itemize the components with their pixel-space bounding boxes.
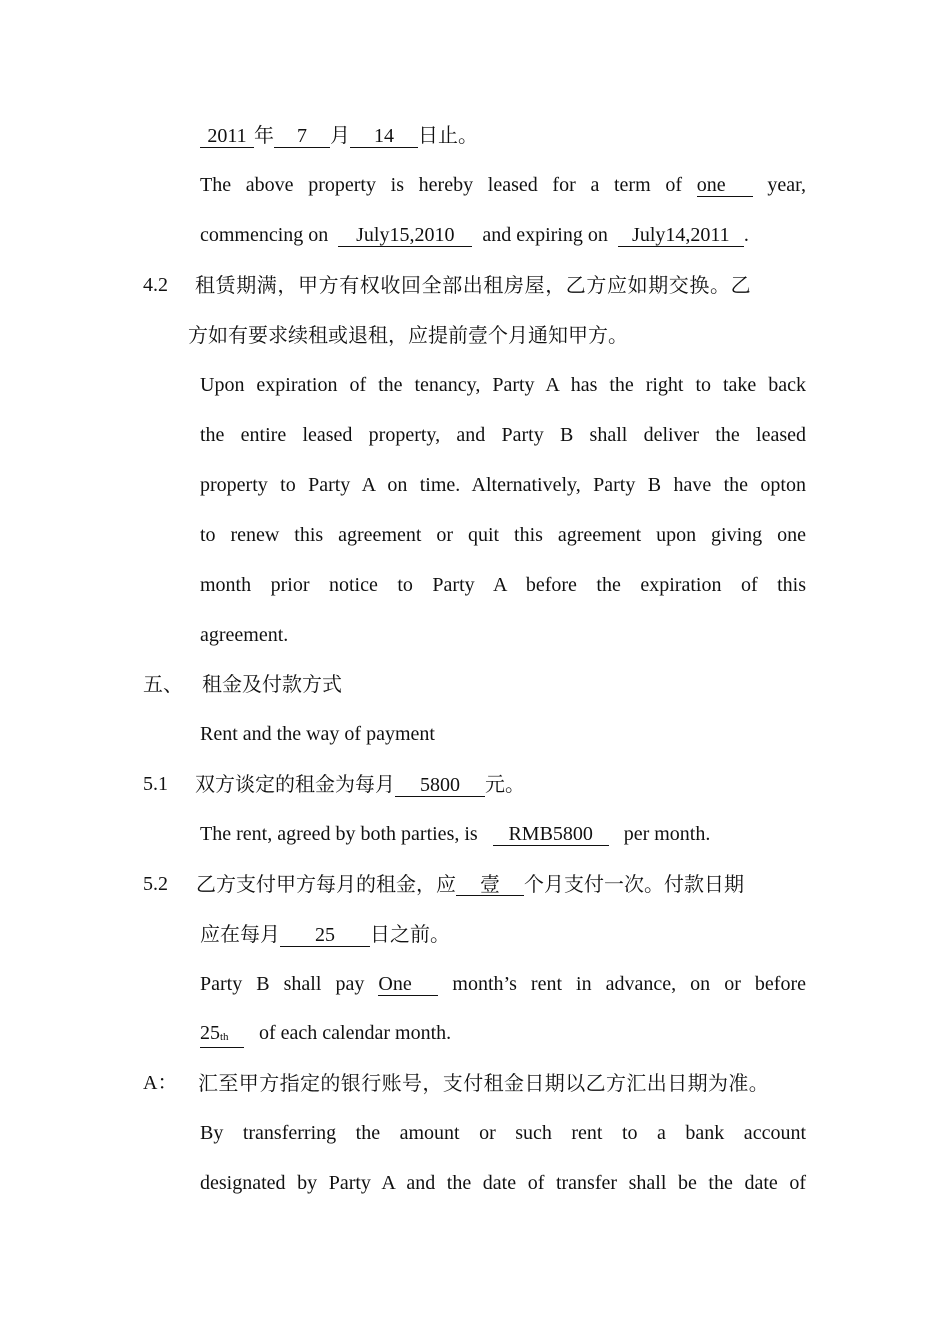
section-5-number: 五、	[143, 672, 183, 696]
payment-interval-en: One	[378, 973, 438, 996]
clause-number-5-1: 5.1	[143, 773, 168, 795]
clause-5-1-zh: 双方谈定的租金为每月 5800 元。	[195, 772, 525, 796]
clause-4-2-zh-line2: 方如有要求续租或退租，应提前壹个月通知甲方。	[188, 323, 628, 347]
lease-term-value: one	[697, 174, 753, 197]
lease-end-date: July14,2011	[618, 224, 744, 247]
lease-start-date: July15,2010	[338, 224, 472, 247]
clause-5-2-en-line1: Party B shall pay One month’s rent in advance, on or before	[200, 973, 806, 995]
clause-number-5-2: 5.2	[143, 873, 168, 895]
section-5-title-zh: 租金及付款方式	[202, 672, 342, 696]
clause-a-label: A：	[143, 1072, 178, 1094]
clause-4-2-en-line: property to Party A on time. Alternatively, Party B have the opton	[200, 474, 806, 496]
end-month-value: 7	[274, 125, 330, 148]
payment-interval-zh: 壹	[456, 873, 524, 896]
rent-amount-zh: 5800	[395, 774, 485, 797]
payment-day-en: $25_{th}$	[200, 1022, 244, 1048]
rent-amount-en: RMB5800	[493, 823, 609, 846]
clause-a-zh: 汇至甲方指定的银行账号，支付租金日期以乙方汇出日期为准。	[198, 1071, 770, 1095]
clause-a-en-line2: designated by Party A and the date of transfer shall be the date of	[200, 1172, 806, 1194]
lease-end-date-zh: 2011 年 7 月 14 日止。	[200, 122, 478, 149]
clause-5-2-en-line2: $25_{th}$ of each calendar month.	[200, 1020, 451, 1048]
end-day-value: 14	[350, 125, 418, 148]
clause-5-2-zh-line1: 乙方支付甲方每月的租金，应 壹 个月支付一次。付款日期	[196, 872, 744, 896]
end-year-value: 2011	[200, 125, 254, 148]
lease-term-en-line1: The above property is hereby leased for a term of one year,	[200, 174, 806, 196]
clause-4-2-en-line: agreement.	[200, 624, 289, 646]
clause-a-en-line1: By transferring the amount or such rent to a bank account	[200, 1122, 806, 1144]
clause-5-1-en: The rent, agreed by both parties, is RMB5800 per month.	[200, 823, 711, 845]
clause-4-2-en-line: the entire leased property, and Party B shall deliver the leased	[200, 424, 806, 446]
clause-4-2-en-line: month prior notice to Party A before the expiration of this	[200, 574, 806, 596]
clause-4-2-zh-line1: 租赁期满，甲方有权收回全部出租房屋，乙方应如期交换。乙	[195, 273, 752, 297]
clause-4-2-en-line: to renew this agreement or quit this agreement upon giving one	[200, 524, 806, 546]
clause-4-2-en-line: Upon expiration of the tenancy, Party A has the right to take back	[200, 374, 806, 396]
clause-5-2-zh-line2: 应在每月 25 日之前。	[200, 922, 450, 946]
lease-term-en-line2: commencing on July15,2010 and expiring on July14,2011 .	[200, 224, 749, 246]
section-5-title-en: Rent and the way of payment	[200, 723, 435, 745]
payment-day-zh: 25	[280, 924, 370, 947]
clause-number-4-2: 4.2	[143, 274, 168, 296]
